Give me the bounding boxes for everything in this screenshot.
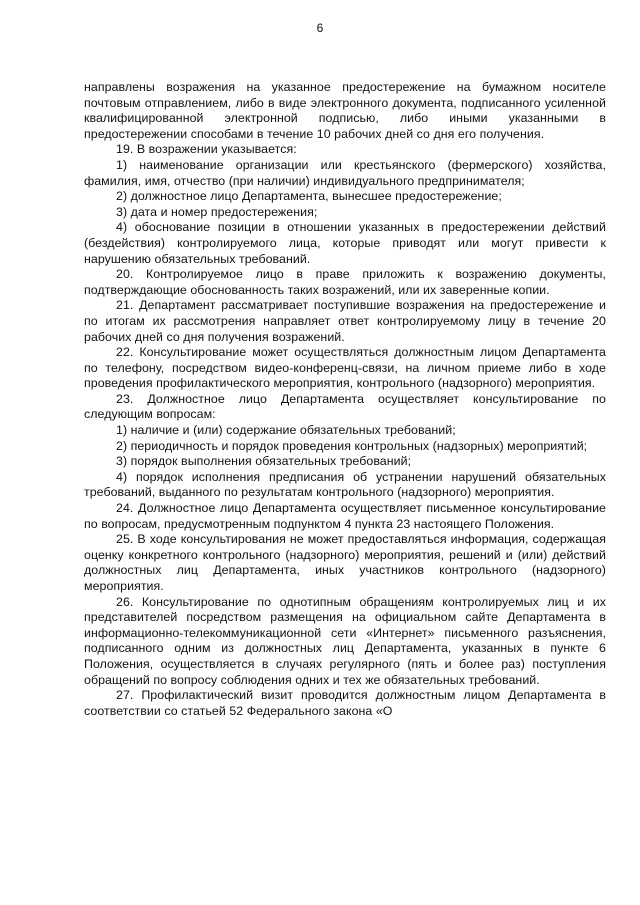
document-body [84,80,606,719]
paragraph-23-item-1: 1) наличие и (или) содержание обязательных требований; [116,423,456,438]
paragraph-25: 25. В ходе консультирования не может предоставляться информация, содержащая оценку конкретного контрольного (надзорного) мероприятия, решений и (или) действий должностных лиц Департамента, иных участников контрольного (надзорного) мероприятия. [84,532,606,593]
paragraph-23-item-2: 2) периодичность и порядок проведения контрольных (надзорных) мероприятий; [116,438,588,453]
paragraph-19-item-1: 1) наименование организации или крестьянского (фермерского) хозяйства, фамилия, имя, отчество (при наличии) индивидуального предпринимателя; [84,157,606,188]
paragraph-23-item-4: 4) порядок исполнения предписания об устранении нарушений обязательных требований, выданного по результатам контрольного (надзорного) мероприятия. [84,469,606,500]
paragraph-26: 26. Консультирование по однотипным обращениям контролируемых лиц и их представителей посредством размещения на официальном сайте Департамента в информационно-телекоммуникационной сети «Интернет» письменного разъяснения, подписанного одним из должностных лиц Департамента, указанных в пункте 6 Положения, осуществляется в случаях регулярного (пять и более раз) поступления обращений по вопросу соблюдения одних и тех же обязательных требований. [84,594,606,687]
paragraph-continuation: направлены возражения на указанное предостережение на бумажном носителе почтовым отправлением, либо в виде электронного документа, подписанного усиленной квалифицированной электронной подписью, либо иными указанными в предостережении способами в течение 10 рабочих дней со дня его получения. [84,80,606,141]
paragraph-20: 20. Контролируемое лицо в праве приложить к возражению документы, подтверждающие обоснованность таких возражений, или их заверенные копии. [84,267,606,297]
paragraph-23: 23. Должностное лицо Департамента осуществляет консультирование по следующим вопросам: [84,391,606,422]
paragraph-21: 21. Департамент рассматривает поступившие возражения на предостережение и по итогам их рассмотрения направляет ответ контролируемому лицу в течение 20 рабочих дней со дня получения возражений. [84,298,606,344]
page-number: 6 [316,21,324,35]
paragraph-24: 24. Должностное лицо Департамента осуществляет письменное консультирование по вопросам, предусмотренным подпунктом 4 пункта 23 настоящего Положения. [84,501,606,531]
paragraph-19-item-2: 2) должностное лицо Департамента, вынесшее предостережение; [116,189,502,204]
paragraph-19: 19. В возражении указывается: [116,142,297,157]
paragraph-23-item-3: 3) порядок выполнения обязательных требований; [116,454,412,469]
paragraph-19-item-4: 4) обоснование позиции в отношении указанных в предостережении действий (бездействия) контролируемого лица, которые приводят или могут привести к нарушению обязательных требований. [84,220,606,266]
paragraph-22: 22. Консультирование может осуществляться должностным лицом Департамента по телефону, посредством видео-конференц-связи, на личном приеме либо в ходе проведения профилактического мероприятия, контрольного (надзорного) мероприятия. [84,345,606,391]
paragraph-19-item-3: 3) дата и номер предостережения; [116,204,318,219]
paragraph-27: 27. Профилактический визит проводится должностным лицом Департамента в соответствии со статьей 52 Федерального закона «О [84,688,606,718]
